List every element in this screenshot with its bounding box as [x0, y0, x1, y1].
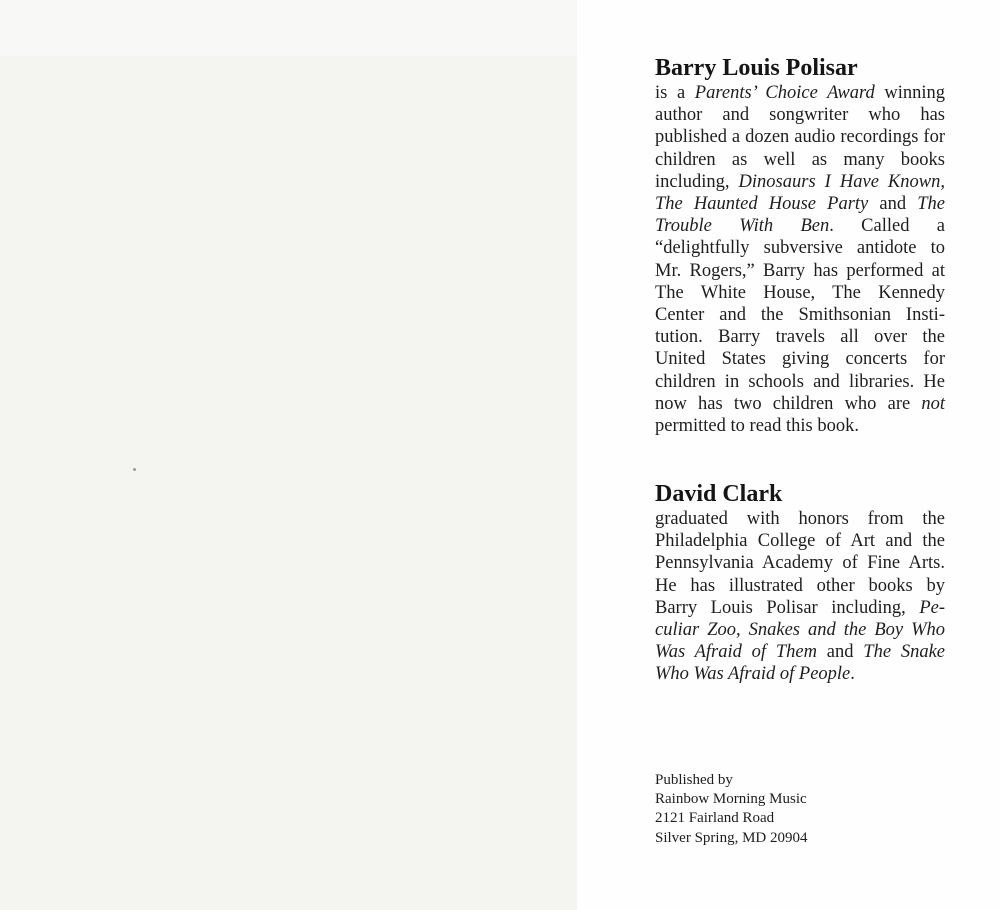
illustrator-bio: [655, 480, 945, 686]
italic-title: not: [921, 393, 945, 414]
italic-title: The Trouble With Ben: [655, 194, 945, 237]
italic-title: Parents’ Choice Award: [694, 83, 875, 103]
publisher-info: [655, 771, 945, 848]
text-run: winning author and songwriter who has published a dozen audio recordings for children as well as many books including,: [655, 83, 945, 192]
publisher-city: Silver Spring, MD 20904: [655, 829, 808, 846]
author-bio: [655, 54, 945, 437]
paper-speck: [133, 468, 136, 471]
text-run: .: [850, 664, 855, 685]
italic-title: Dinosaurs I Have Known, The Haunted House Party: [655, 171, 945, 215]
publisher-street: 2121 Fairland Road: [655, 810, 775, 827]
published-by-label: Published by: [655, 772, 733, 788]
italic-title: The Snake Who Was Afraid of People: [655, 642, 945, 685]
illustrator-bio-text: [655, 508, 945, 686]
text-run: and: [816, 642, 864, 663]
page-shade: [0, 0, 577, 56]
illustrator-name: David Clark: [655, 481, 783, 507]
text-run: graduated with honors from the Philadelphia College of Art and the Pennsylvania Academy of Fine Arts. He has illustrated other books by Barry Louis Polisar including,: [655, 509, 945, 618]
text-run: and: [868, 194, 918, 215]
author-name: Barry Louis Polisar: [655, 55, 858, 81]
text-run: permitted to read this book.: [655, 416, 859, 437]
text-run: is a: [655, 83, 695, 103]
text-run: . Called a “delightfully subversive antidote to Mr. Rogers,” Barry has performed at The White House, The Kennedy Center and the Smithsonian Institution. Barry travels all over the United States giving concerts for children in schools and libraries. He now has two children who are: [655, 216, 945, 414]
italic-title: Peculiar Zoo, Snakes and the Boy Who Was Afraid of Them: [655, 597, 945, 663]
publisher-name: Rainbow Morning Music: [655, 791, 807, 808]
author-bio-text: [655, 82, 945, 437]
